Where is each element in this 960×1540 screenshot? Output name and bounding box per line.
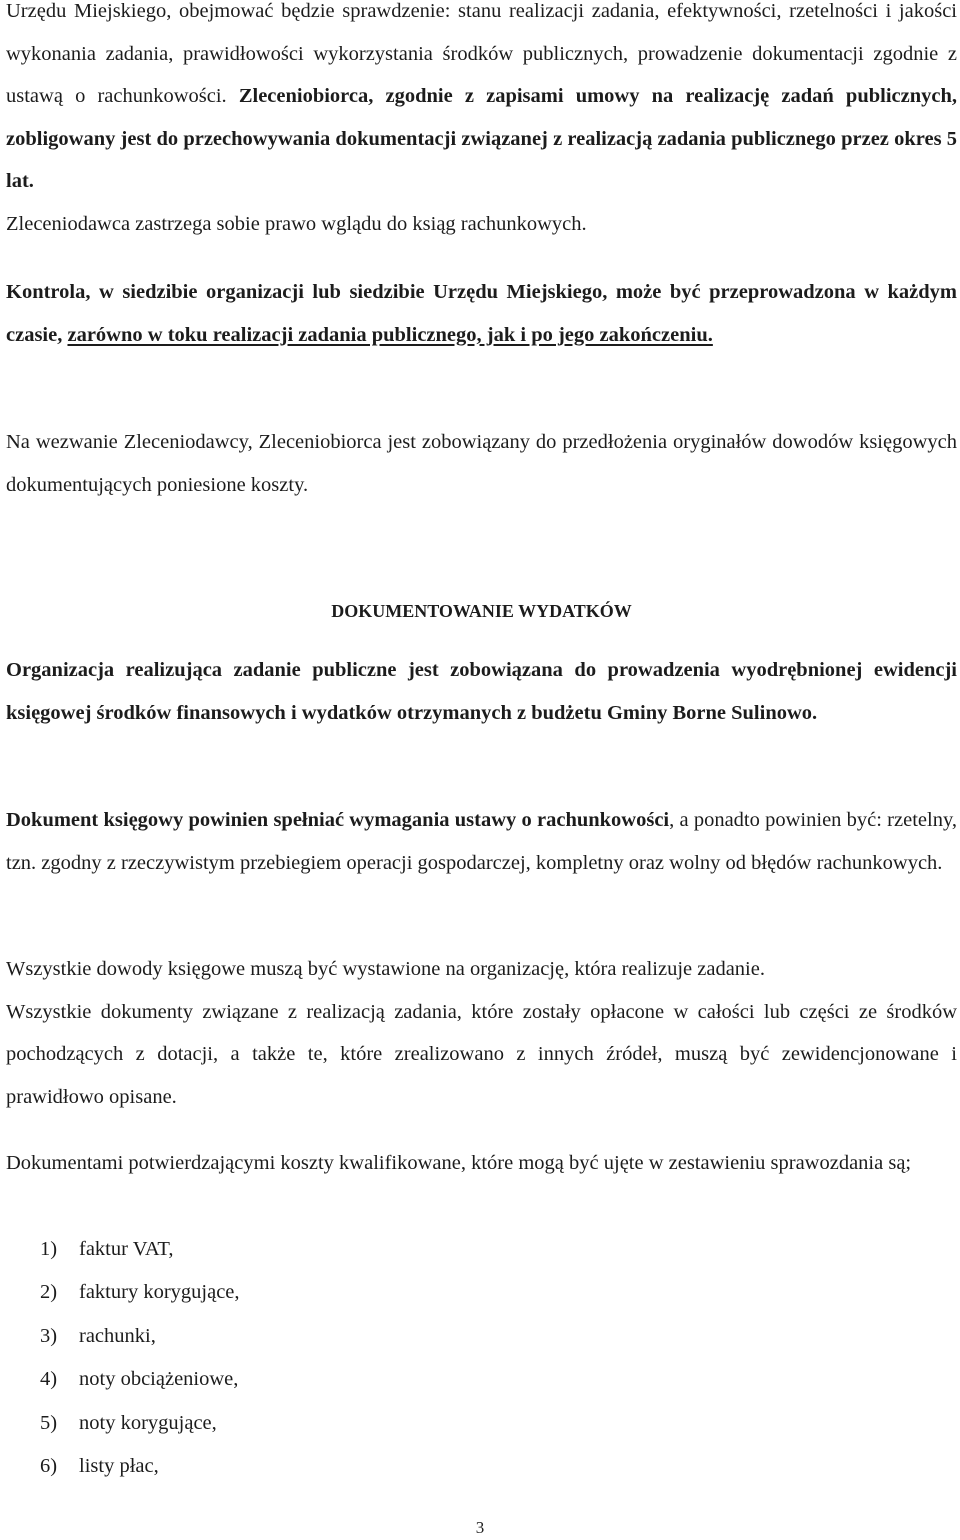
list-item-text: faktury korygujące, bbox=[79, 1281, 240, 1304]
paragraph-text: , a ponadto powinien być: rzetelny, tzn. zgodny z rzeczywistym przebiegiem operacji gospodarczej, kompletny oraz wolny od błędów rachunkowych. bbox=[6, 809, 957, 874]
list-item-text: noty obciążeniowe, bbox=[79, 1368, 239, 1391]
list-item bbox=[6, 1271, 957, 1314]
list-item-number: 6) bbox=[40, 1454, 58, 1477]
paragraph-bold-text: Kontrola, w siedzibie organizacji lub siedzibie Urzędu Miejskiego, może być przeprowadzona w każdym czasie, bbox=[6, 281, 957, 346]
paragraph-accounting-document bbox=[6, 799, 957, 884]
paragraph-bold-text: Dokument księgowy powinien spełniać wymagania ustawy o rachunkowości bbox=[6, 809, 670, 831]
list-item bbox=[6, 1228, 957, 1271]
list-item-number: 3) bbox=[40, 1324, 58, 1347]
paragraph-summons bbox=[6, 421, 957, 506]
list-item-number: 4) bbox=[40, 1368, 58, 1391]
paragraph-documents-issued bbox=[6, 948, 957, 1118]
section-heading: DOKUMENTOWANIE WYDATKÓW bbox=[331, 601, 632, 621]
page-number: 3 bbox=[475, 1518, 485, 1537]
paragraph-text: Wszystkie dokumenty związane z realizacją zadania, które zostały opłacone w całości lub części ze środków pochodzących z dotacji, a także te, które zrealizowano z innych źródeł, muszą być zewidencjonowane i prawidłowo opisane. bbox=[6, 1000, 957, 1108]
list-item bbox=[6, 1315, 957, 1358]
paragraph-eligible-costs bbox=[6, 1142, 957, 1185]
paragraph-text: Dokumentami potwierdzającymi koszty kwalifikowane, które mogą być ujęte w zestawieniu sprawozdania są; bbox=[6, 1152, 912, 1174]
list-item-text: faktur VAT, bbox=[79, 1238, 174, 1260]
paragraph-text: Urzędu Miejskiego, obejmować będzie sprawdzenie: stanu realizacji zadania, efektywności, rzetelności i jakości wykonania zadania, prawidłowości wykorzystania środków publicznych, prowadzenie dokumentacji zgodnie z ustawą o rachunkowości. bbox=[6, 0, 957, 107]
paragraph-inspection bbox=[6, 271, 957, 356]
list-item-number: 5) bbox=[40, 1411, 58, 1434]
list-item bbox=[6, 1402, 957, 1445]
list-item-number: 1) bbox=[40, 1238, 58, 1260]
list-item-number: 2) bbox=[40, 1281, 58, 1304]
paragraph-bold-text: Organizacja realizująca zadanie publiczne jest zobowiązana do prowadzenia wyodrębnionej ewidencji księgowej środków finansowych i wydatków otrzymanych z budżetu Gminy Borne Sulinowo. bbox=[6, 659, 957, 724]
list-item-text: noty korygujące, bbox=[79, 1411, 217, 1434]
document-type-list bbox=[6, 1228, 957, 1488]
list-item bbox=[6, 1445, 957, 1488]
paragraph-control-scope bbox=[6, 0, 957, 245]
paragraph-text: Wszystkie dowody księgowe muszą być wystawione na organizację, która realizuje zadanie. bbox=[6, 958, 765, 980]
paragraph-text: Zleceniodawca zastrzega sobie prawo wglądu do ksiąg rachunkowych. bbox=[6, 212, 587, 235]
paragraph-underlined-text: zarówno w toku realizacji zadania publicznego, jak i po jego zakończeniu. bbox=[67, 323, 713, 346]
paragraph-text: Na wezwanie Zleceniodawcy, Zleceniobiorca jest zobowiązany do przedłożenia oryginałów dowodów księgowych dokumentujących poniesione koszty. bbox=[6, 431, 957, 496]
paragraph-bold-text: Zleceniobiorca, zgodnie z zapisami umowy na realizację zadań publicznych, zobligowany jest do przechowywania dokumentacji związanej z realizacją zadania publicznego przez okres 5 lat. bbox=[6, 85, 957, 192]
list-item-text: rachunki, bbox=[79, 1324, 156, 1347]
paragraph-accounting-records bbox=[6, 649, 957, 734]
list-item-text: listy płac, bbox=[79, 1454, 159, 1477]
list-item bbox=[6, 1358, 957, 1401]
